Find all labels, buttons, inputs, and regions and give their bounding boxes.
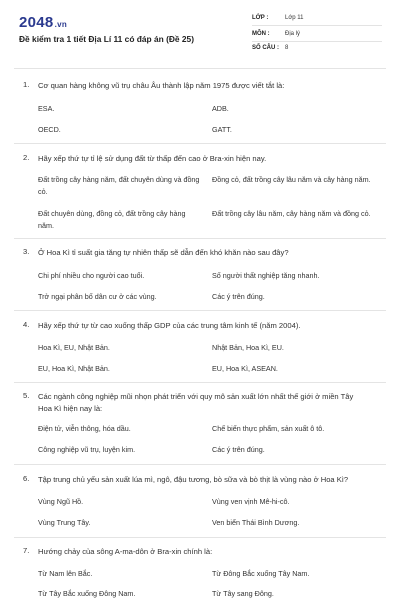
question-5-option-d[interactable]: Các ý trên đúng. xyxy=(212,445,265,454)
meta-subject-label: MÔN : xyxy=(252,31,270,37)
meta-question-count-label: SỐ CÂU : xyxy=(252,45,279,51)
question-text: Cơ quan hàng không vũ trụ châu Âu thành lập năm 1975 được viết tắt là: xyxy=(38,81,285,90)
site-logo[interactable] xyxy=(19,14,67,31)
meta-class-label: LỚP : xyxy=(252,15,269,21)
question-number: 7. xyxy=(23,546,30,555)
question-7-option-b[interactable]: Từ Đông Bắc xuống Tây Nam. xyxy=(212,569,310,578)
question-text: Ở Hoa Kì tỉ suất gia tăng tự nhiên thấp sẽ dẫn đến khó khăn nào sau đây? xyxy=(38,248,289,257)
question-1-option-a[interactable]: ESA. xyxy=(38,104,55,113)
question-4-option-a[interactable]: Hoa Kì, EU, Nhật Bản. xyxy=(38,343,110,352)
question-3-option-b[interactable]: Số người thất nghiệp tăng nhanh. xyxy=(212,271,320,280)
question-5-option-a[interactable]: Điện tử, viễn thông, hóa dầu. xyxy=(38,424,131,433)
question-3-option-c[interactable]: Trở ngại phân bố dân cư ở các vùng. xyxy=(38,292,157,301)
question-6-option-d[interactable]: Ven biển Thái Bình Dương. xyxy=(212,518,300,527)
divider xyxy=(14,382,386,383)
divider xyxy=(14,464,386,465)
question-1-option-d[interactable]: GATT. xyxy=(212,125,232,134)
question-text: Hãy xếp thứ tự từ cao xuống thấp GDP của các trung tâm kinh tế (năm 2004). xyxy=(38,321,301,330)
divider xyxy=(14,310,386,311)
question-2-option-a[interactable]: Đất trồng cây hàng năm, đất chuyên dùng và đồng cỏ. xyxy=(38,175,200,196)
test-title: Đề kiểm tra 1 tiết Địa Lí 11 có đáp án (Đề 25) xyxy=(19,34,195,44)
meta-class xyxy=(252,14,382,26)
question-number: 4. xyxy=(23,320,30,329)
question-text: Các ngành công nghiệp mũi nhọn phát triển với quy mô sản xuất lớn nhất thế giới ở miền Tây Hoa Kì hiện nay là: xyxy=(38,392,354,413)
question-3-option-a[interactable]: Chi phí nhiều cho người cao tuổi. xyxy=(38,271,145,280)
question-number: 3. xyxy=(23,247,30,256)
question-2-option-d[interactable]: Đất trồng cây lâu năm, cây hàng năm và đồng cỏ. xyxy=(212,209,371,218)
question-7-option-a[interactable]: Từ Nam lên Bắc. xyxy=(38,569,93,578)
question-number: 1. xyxy=(23,80,30,89)
question-6-option-c[interactable]: Vùng Trung Tây. xyxy=(38,518,91,527)
question-number: 6. xyxy=(23,474,30,483)
question-text: Hướng chảy của sông A-ma-dôn ở Bra-xin chính là: xyxy=(38,547,213,556)
question-number: 5. xyxy=(23,391,30,400)
question-2-option-c[interactable]: Đất chuyên dùng, đồng cỏ, đất trồng cây hàng năm. xyxy=(38,209,186,230)
question-7-option-d[interactable]: Từ Tây sang Đông. xyxy=(212,589,274,598)
question-7-option-c[interactable]: Từ Tây Bắc xuống Đông Nam. xyxy=(38,589,136,598)
question-text: Tập trung chủ yếu sản xuất lúa mì, ngô, đậu tương, bò sữa và bò thịt là vùng nào ở Hoa Kì? xyxy=(38,475,349,484)
question-1-option-c[interactable]: OECD. xyxy=(38,125,61,134)
question-6-option-a[interactable]: Vùng Ngũ Hồ. xyxy=(38,497,84,506)
question-1-option-b[interactable]: ADB. xyxy=(212,104,229,113)
divider xyxy=(14,68,386,69)
question-3-option-d[interactable]: Các ý trên đúng. xyxy=(212,292,265,301)
question-6-option-b[interactable]: Vùng ven vịnh Mê-hi-cô. xyxy=(212,497,290,506)
question-4-option-d[interactable]: EU, Hoa Kì, ASEAN. xyxy=(212,364,278,373)
question-text: Hãy xếp thứ tự tỉ lệ sử dụng đất từ thấp đến cao ở Bra-xin hiện nay. xyxy=(38,154,267,163)
page-header xyxy=(0,0,400,68)
meta-question-count-value: 8 xyxy=(285,45,289,51)
logo-suffix: .vn xyxy=(54,20,68,29)
question-5-option-b[interactable]: Chế biến thực phẩm, sản xuất ô tô. xyxy=(212,424,325,433)
question-5-option-c[interactable]: Công nghiệp vũ trụ, luyện kim. xyxy=(38,445,136,454)
divider xyxy=(14,238,386,239)
divider xyxy=(14,537,386,538)
question-number: 2. xyxy=(23,153,30,162)
meta-subject xyxy=(252,30,382,42)
logo-text: 2048 xyxy=(19,14,54,31)
question-4-option-b[interactable]: Nhật Bản, Hoa Kì, EU. xyxy=(212,343,284,352)
question-2-option-b[interactable]: Đồng cỏ, đất trồng cây lâu năm và cây hàng năm. xyxy=(212,175,371,184)
meta-class-value: Lớp 11 xyxy=(285,15,304,21)
meta-question-count xyxy=(252,44,382,56)
question-4-option-c[interactable]: EU, Hoa Kì, Nhật Bản. xyxy=(38,364,110,373)
divider xyxy=(14,143,386,144)
meta-subject-value: Địa lý xyxy=(285,31,301,37)
